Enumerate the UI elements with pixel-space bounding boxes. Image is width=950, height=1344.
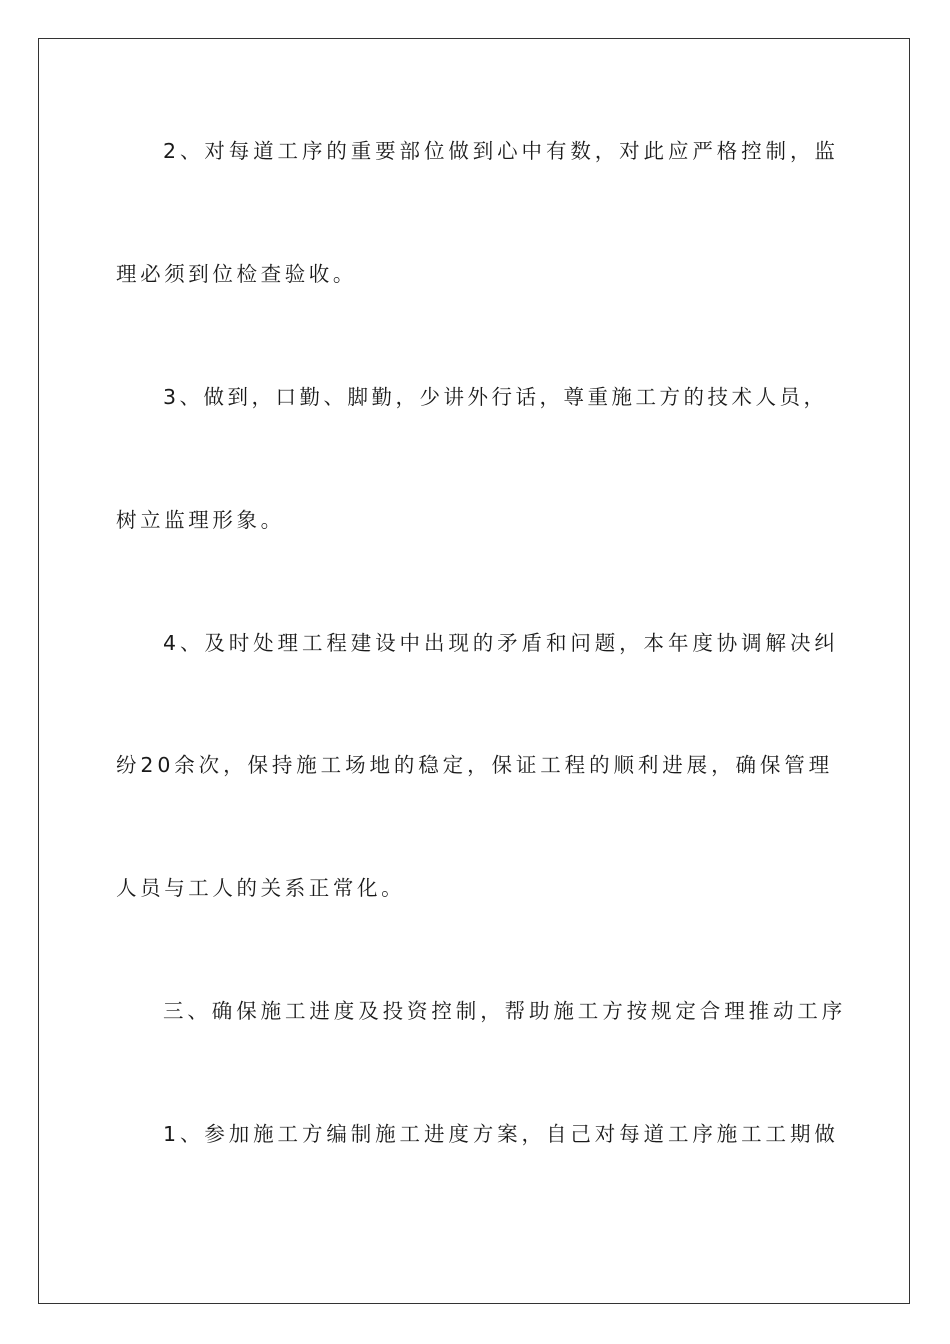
paragraph-line: 3、做到，口勤、脚勤，少讲外行话，尊重施工方的技术人员，: [163, 385, 828, 409]
page-border: [38, 38, 910, 1304]
paragraph-line: 人员与工人的关系正常化。: [116, 876, 406, 900]
paragraph-line: 理必须到位检查验收。: [116, 262, 357, 286]
paragraph-line: 1、参加施工方编制施工进度方案，自己对每道工序施工工期做: [163, 1122, 839, 1146]
paragraph-line: 纷20余次，保持施工场地的稳定，保证工程的顺利进展，确保管理: [116, 753, 834, 777]
paragraph-line: 4、及时处理工程建设中出现的矛盾和问题，本年度协调解决纠: [163, 631, 839, 655]
paragraph-line: 2、对每道工序的重要部位做到心中有数，对此应严格控制，监: [163, 139, 839, 163]
section-heading: 三、确保施工进度及投资控制，帮助施工方按规定合理推动工序: [163, 999, 847, 1023]
paragraph-line: 树立监理形象。: [116, 508, 285, 532]
